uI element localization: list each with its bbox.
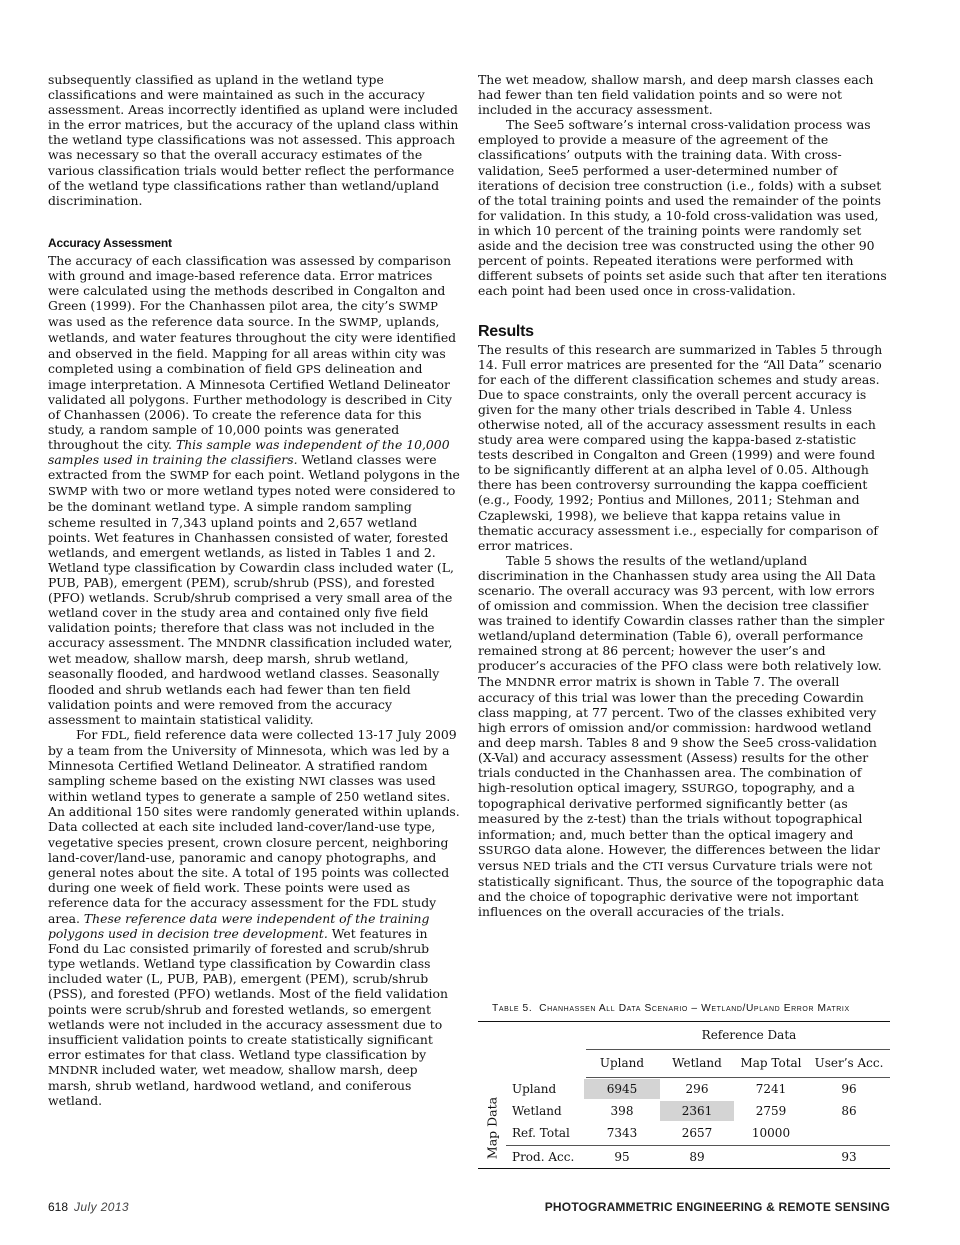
table-rule-reference	[586, 1049, 890, 1050]
table-cell: 398	[610, 1104, 634, 1118]
reference-data-header: Reference Data	[701, 1028, 797, 1042]
table-cell: 7241	[755, 1082, 787, 1096]
column-header: Upland	[599, 1056, 645, 1070]
paragraph-table5-discussion: Table 5 shows the results of the wetland/upland discrimination in the Chanhassen study area using the All Data scenario. The overall accuracy was 93 percent, with low errors of omission and commission. When the decision tree classifier was trained to identify Cowardin classes rather than the simpler wetland/upland determination (Table 6), overall performance remained strong at 86 percent; however the user’s and producer’s accuracies of the PFO class were both relatively low. The MNDNR error matrix is shown in Table 7. The overall accuracy of this trial was lower than the preceding Cowardin class mapping, at 77 percent. Two of the classes exhibited very high errors of omission and/or commission: hardwood wetland and deep marsh. Tables 8 and 9 show the See5 cross-validation (X-Val) and accuracy assessment (Assess) results for the other trials conducted in the Chanhassen area. The combination of high-resolution optical imagery, SSURGO, topography, and a topographical derivative performed significantly better (as measured by the z-test) than the trials without topographical information; and, much better than the optical imagery and SSURGO data alone. However, the differences between the lidar versus NED trials and the CTI versus Curvature trials were not statistically significant. Thus, the source of the topographic data and the choice of topographic derivative were not important influences on the overall accuracies of the trials.	[478, 552, 885, 919]
table-cell	[734, 1147, 808, 1167]
table-cell: 96	[841, 1082, 857, 1096]
table-rule-columns	[586, 1077, 890, 1078]
error-matrix-table	[478, 1021, 890, 1169]
paragraph-continuation: subsequently classified as upland in the wetland type classifications and were maintained as such in the accuracy assessment. Areas incorrectly identified as upland were included in the error matrices, but the accuracy of the upland class within the wetland type classifications was not assessed. This approach was necessary so that the overall accuracy estimates of the various classification trials would better reflect the performance of the wetland type classifications rather than wetland/upland discrimination.	[48, 72, 459, 208]
table-cell: 89	[689, 1150, 705, 1164]
column-header: Wetland	[672, 1056, 722, 1070]
section-heading-accuracy-assessment: Accuracy Assessment	[48, 235, 172, 250]
table-rule-totals	[506, 1145, 890, 1146]
issue-date: July 2013	[74, 1200, 130, 1214]
paragraph-mndnr-fdl: The wet meadow, shallow marsh, and deep marsh classes each had fewer than ten field validation points and so were not included in the accuracy assessment.	[478, 72, 874, 118]
table-cell: 2361	[660, 1101, 734, 1121]
right-column	[478, 72, 890, 919]
column-header: Map Total	[740, 1056, 802, 1070]
left-column	[48, 72, 460, 1108]
table-caption	[492, 1003, 850, 1014]
paragraph-cross-validation: The See5 software’s internal cross-validation process was employed to provide a measure of the agreement of the classifications’ outputs with the training data. With cross-validation, See5 performed a user-determined number of iterations of decision tree construction (i.e., folds) with a subset of the total training points and used the remainder of the points for validation. In this study, a 10-fold cross-validation was used, in which 10 percent of the training points were randomly set aside and the decision tree was constructed using the other 90 percent of points. Repeated iterations were performed with different subsets of points set aside such that after ten iterations each point had been used once in cross-validation.	[478, 117, 887, 299]
table-caption-text: Chanhassen All Data Scenario – Wetland/Upland Error Matrix	[539, 1003, 850, 1014]
table-cell	[808, 1123, 890, 1143]
row-label: Upland	[512, 1082, 557, 1096]
journal-name: PHOTOGRAMMETRIC ENGINEERING & REMOTE SENSING	[544, 1200, 890, 1214]
table-cell: 296	[685, 1082, 709, 1096]
table-caption-label: Table 5.	[492, 1003, 533, 1014]
paragraph-accuracy-fdl: For FDL, field reference data were collected 13-17 July 2009 by a team from the University of Minnesota, which was led by a Minnesota Certified Wetland Delineator. A stratified random sampling scheme based on the existing NWI classes was used within wetland types to generate a sample of 250 wetland sites. An additional 150 sites were randomly generated within uplands. Data collected at each site included land-cover/land-use type, vegetative species present, crown closure percent, neighboring land-cover/land-use, panoramic and canopy photographs, and general notes about the site. A total of 195 points was collected during one week of field work. These points were used as reference data for the accuracy assessment for the FDL study area. These reference data were independent of the training polygons used in decision tree development. Wet features in Fond du Lac consisted primarily of forested and scrub/shrub type wetlands. Wetland type classification by Cowardin class included water (L, PUB, PAB), emergent (PEM), scrub/shrub (PSS), and forested (PFO) wetlands. Most of the field validation points were scrub/shrub and forested wetlands, so emergent wetlands were not included in the accuracy assessment due to insufficient validation points to create statistically significant error estimates for that class. Wetland type classification by MNDNR included water, wet meadow, shallow marsh, deep marsh, shrub wetland, hardwood wetland, and coniferous wetland.	[48, 726, 460, 1109]
page-number: 618	[48, 1200, 69, 1214]
map-data-label: Map Data	[484, 1096, 500, 1160]
row-label: Ref. Total	[512, 1126, 570, 1140]
column-header: User’s Acc.	[814, 1056, 884, 1070]
paragraph-accuracy-chanhassen: The accuracy of each classification was assessed by comparison with ground and image-based reference data. Error matrices were calculated using the methods described in Congalton and Green (1999). For the Chanhassen pilot area, the city’s SWMP was used as the reference data source. In the SWMP, uplands, wetlands, and water features throughout the city were identified and observed in the field. Mapping for all areas within city was completed using a combination of field GPS delineation and image interpretation. A Minnesota Certified Wetland Delineator validated all polygons. Further methodology is described in City of Chanhassen (2006). To create the reference data for this study, a random sample of 10,000 points was generated throughout the city. This sample was independent of the 10,000 samples used in training the classifiers. Wetland classes were extracted from the SWMP for each point. Wetland polygons in the SWMP with two or more wetland types noted were considered to be the dominant wetland type. A simple random sampling scheme resulted in 7,343 upland points and 2,657 wetland points. Wet features in Chanhassen consisted of water, forested wetlands, and emergent wetlands, as listed in Tables 1 and 2. Wetland type classification by Cowardin class included water (L, PUB, PAB), emergent (PEM), scrub/shrub (PSS), and forested (PFO) wetlands. Scrub/shrub comprised a very small area of the wetland cover in the study area and contained only five field validation points; therefore that class was not included in the accuracy assessment. The MNDNR classification included water, wet meadow, shallow marsh, deep marsh, shrub wetland, seasonally flooded, and hardwood wetland classes. Seasonally flooded and shrub wetlands each had fewer than ten field validation points and were removed from the accuracy assessment to maintain statistical validity.	[48, 252, 460, 727]
table-rule-bottom	[478, 1168, 890, 1169]
table-cell: 10000	[751, 1126, 791, 1140]
section-heading-results: Results	[478, 323, 534, 341]
table-cell: 2657	[681, 1126, 713, 1140]
paragraph-results-summary: The results of this research are summarized in Tables 5 through 14. Full error matrices are presented for the “All Data” scenario for each of the different classification schemes and study areas. Due to space constraints, only the overall percent accuracy is given for the many other trials described in Table 4. Unless otherwise noted, all of the accuracy assessment results in each study area were compared using the kappa-based z-statistic tests described in Congalton and Green (1999) and were found to be significantly different at an alpha level of 0.05. Although there has been controversy surrounding the kappa coefficient (e.g., Foody, 1992; Pontius and Millones, 2011; Stehman and Czaplewski, 1998), we believe that kappa retains value in thematic accuracy assessment i.e., especially for comparison of error matrices.	[478, 341, 883, 553]
table-cell: 7343	[606, 1126, 638, 1140]
table-cell: 95	[614, 1150, 630, 1164]
page-footer-left	[48, 1200, 129, 1214]
table-cell: 6945	[584, 1079, 660, 1099]
table-cell: 93	[841, 1150, 857, 1164]
table-cell: 2759	[755, 1104, 787, 1118]
row-label: Wetland	[512, 1104, 562, 1118]
table-rule-top	[478, 1021, 890, 1022]
row-label: Prod. Acc.	[512, 1150, 575, 1164]
table-cell: 86	[841, 1104, 857, 1118]
